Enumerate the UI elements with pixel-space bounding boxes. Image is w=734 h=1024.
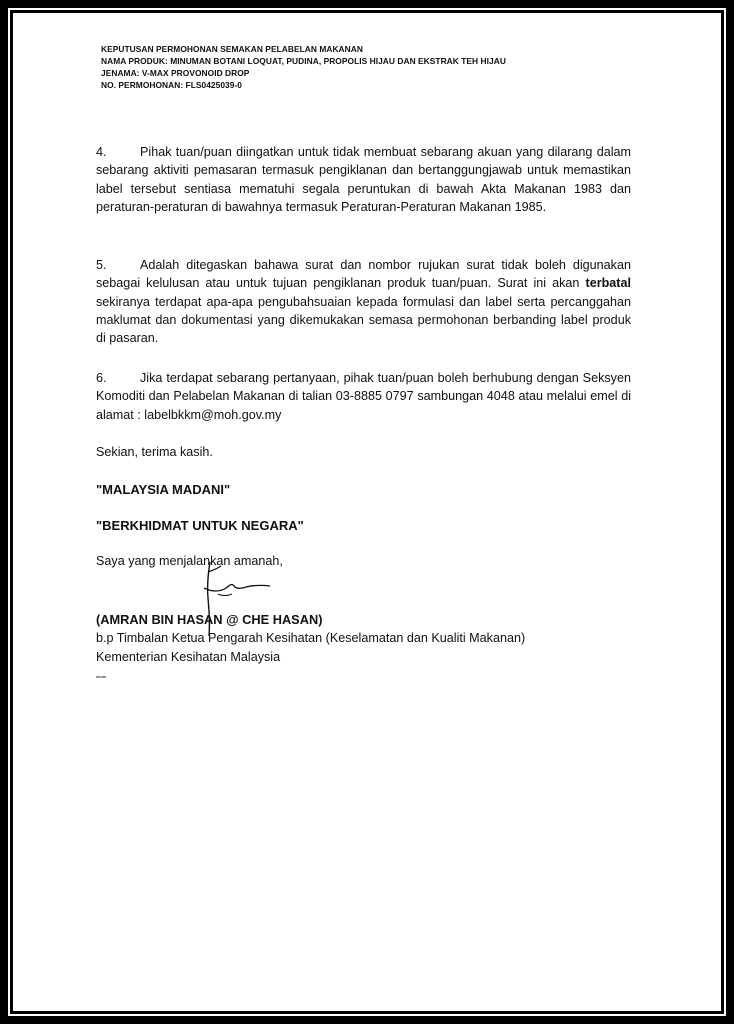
paragraph-text: Jika terdapat sebarang pertanyaan, pihak tuan/puan boleh berhubung dengan Seksyen Komoditi dan Pelabelan Makanan di talian 03-8885 0797 sambungan 4048 atau melalui emel di alamat : labelbkkm@moh.gov.my	[96, 371, 631, 422]
paragraph-text: Pihak tuan/puan diingatkan untuk tidak membuat sebarang akuan yang dilarang dalam sebarang aktiviti pemasaran termasuk pengiklanan dan bertanggungjawab untuk memastikan label tersebut sentiasa mematuhi segala peruntukan di bawah Akta Makanan 1983 dan peraturan-peraturan di bawahnya termasuk Peraturan-Peraturan Makanan 1985.	[96, 145, 631, 214]
paragraph-number: 6.	[96, 371, 107, 385]
letter-header	[101, 43, 621, 91]
closing-line: Sekian, terima kasih.	[96, 445, 213, 459]
header-product-name: NAMA PRODUK: MINUMAN BOTANI LOQUAT, PUDINA, PROPOLIS HIJAU DAN EKSTRAK TEH HIJAU	[101, 56, 506, 66]
motto-berkhidmat: "BERKHIDMAT UNTUK NEGARA"	[96, 518, 304, 533]
header-title: KEPUTUSAN PERMOHONAN SEMAKAN PELABELAN MAKANAN	[101, 44, 363, 54]
handwritten-signature	[188, 552, 278, 642]
signer-ministry: Kementerian Kesihatan Malaysia	[96, 650, 281, 664]
amanah-line: Saya yang menjalankan amanah,	[96, 554, 283, 568]
paragraph-5	[96, 256, 631, 347]
reference-initials: sknm	[96, 674, 107, 679]
header-application-number: NO. PERMOHONAN: FLS0425039-0	[101, 80, 243, 90]
signer-position: b.p Timbalan Ketua Pengarah Kesihatan (Keselamatan dan Kualiti Makanan)	[96, 631, 526, 645]
paragraph-number: 5.	[96, 258, 107, 272]
paragraph-text: Adalah ditegaskan bahawa surat dan nombor rujukan surat tidak boleh digunakan sebagai kelulusan atau untuk tujuan pengiklanan produk tuan/puan. Surat ini akan	[96, 258, 631, 291]
paragraph-bold-word: terbatal	[585, 276, 631, 291]
signer-name: (AMRAN BIN HASAN @ CHE HASAN)	[96, 612, 323, 627]
header-brand: JENAMA: V-MAX PROVONOID DROP	[101, 68, 250, 78]
motto-malaysia-madani: "MALAYSIA MADANI"	[96, 482, 231, 497]
paragraph-number: 4.	[96, 145, 107, 159]
paragraph-6	[96, 369, 631, 424]
paragraph-text: sekiranya terdapat apa-apa pengubahsuaian kepada formulasi dan label serta percanggahan maklumat dan dokumentasi yang dikemukakan semasa permohonan berbanding label produk di pasaran.	[96, 294, 631, 346]
paragraph-4	[96, 143, 631, 216]
